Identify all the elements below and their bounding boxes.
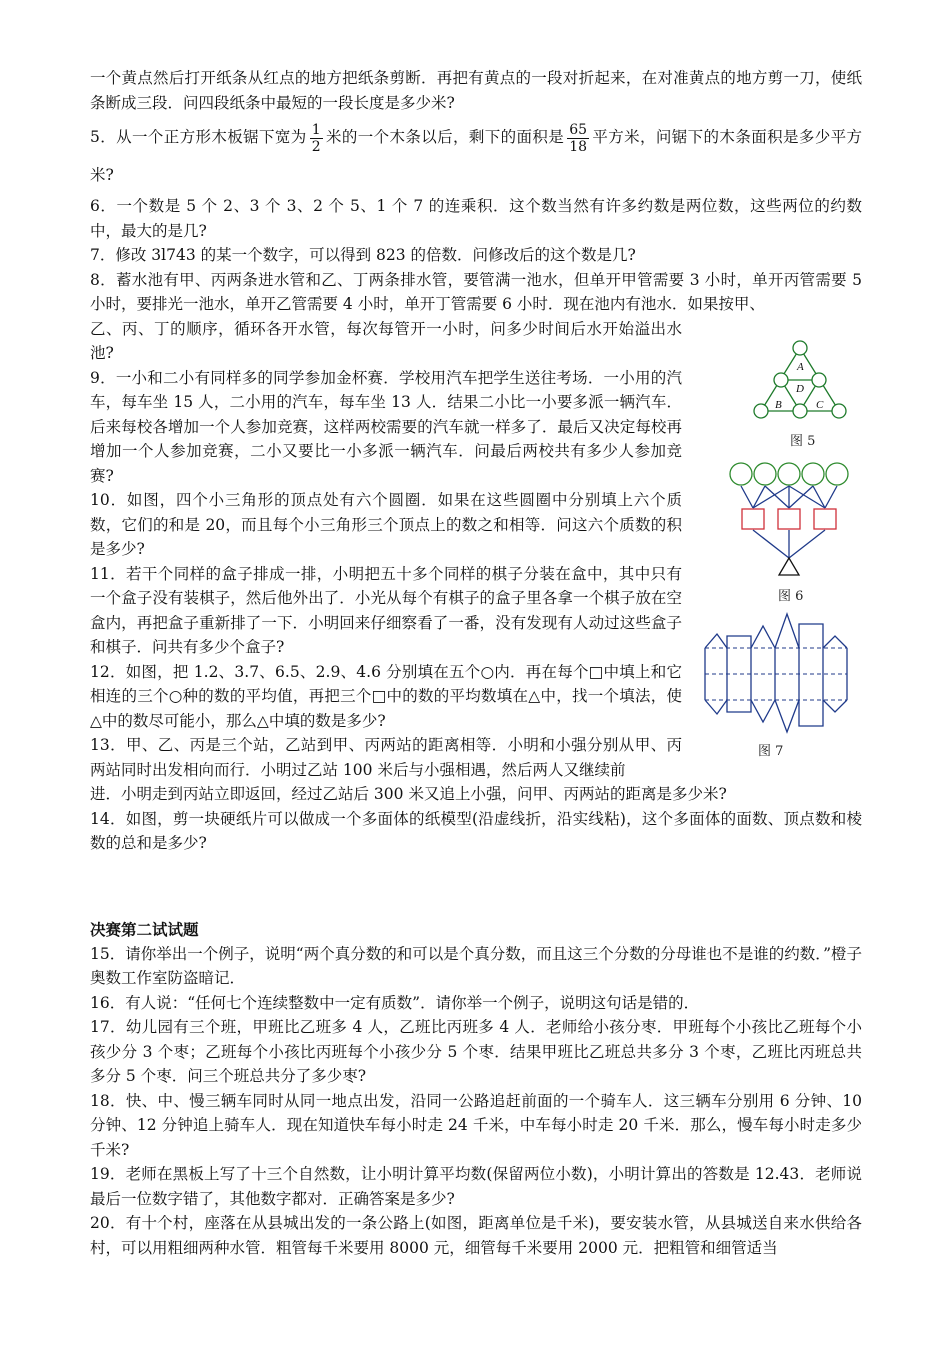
problem-5-text-a: 5．从一个正方形木板锯下宽为 (90, 128, 307, 146)
problem-16: 16．有人说：“任何七个连续整数中一定有质数”．请你举一个例子，说明这句话是错的． (90, 993, 700, 1012)
circle-node (774, 373, 788, 387)
problem-9: 9．一小和二小有同样多的同学参加金杯赛．学校用汽车把学生送往考场．一小用的汽车，每车坐 15 人，二小用的汽车，每车坐 13 人．结果二小比一小要多派一辆汽车．后来每校各增加一个人参加竞赛，这样两校需要的汽车就一样多了．最后又决定每校再增加一个人参加竞赛，二小又要比一小多派一辆汽车．问最后两校共有多少人参加竞赛? (90, 368, 682, 485)
square-node (742, 509, 764, 529)
fraction-numerator: 1 (311, 121, 321, 138)
label-c: C (816, 399, 824, 411)
problem-17: 17．幼儿园有三个班，甲班比乙班多 4 人，乙班比丙班多 4 人．老师给小孩分枣．甲班每个小孩比乙班每个小孩少分 3 个枣；乙班每个小孩比丙班每个小孩少分 5 个枣．结果甲班比乙班总共多分 3 个枣，乙班比丙班总共多分 5 个枣．问三个班总共分了多少枣? (90, 1018, 862, 1085)
problem-13a: 13．甲、乙、丙是三个站，乙站到甲、丙两站的距离相等．小明和小强分别从甲、丙两站同时出发相向而行．小明过乙站 100 米后与小强相遇，然后两人又继续前 (90, 736, 682, 779)
figure-6 (727, 458, 867, 580)
problem-8b: 乙、丙、丁的顺序，循环各开水管，每次每管开一小时，问多少时间后水开始溢出水池? (90, 319, 682, 362)
figure-7-diagram (703, 608, 853, 734)
problem-19: 19．老师在黑板上写了十三个自然数，让小明计算平均数(保留两位小数)，小明计算出的答数是 12.43．老师说最后一位数字错了，其他数字都对．正确答案是多少? (90, 1165, 862, 1208)
circle-node (730, 463, 752, 485)
label-d: D (796, 383, 804, 395)
problem-5-text-b: 米的一个木条以后，剩下的面积是 (325, 128, 565, 146)
problem-18: 18．快、中、慢三辆车同时从同一地点出发，沿同一公路追赶前面的一个骑车人．这三辆车分别用 6 分钟、10 分钟、12 分钟追上骑车人．现在知道快车每小时走 24 千米，中车每小时走 20 千米．那么，慢车每小时走多少千米? (90, 1091, 862, 1159)
circle-node (793, 341, 807, 355)
circle-node (793, 404, 807, 418)
problem-12: 12．如图，把 1.2、3.7、6.5、2.9、4.6 分别填在五个○内．再在每个□中填上和它相连的三个○种的数的平均值，再把三个□中的数的平均数填在△中，找一个填法，使△中的数尽可能小，那么△中填的数是多少? (90, 662, 682, 730)
problem-13b: 进．小明走到丙站立即返回，经过乙站后 300 米又追上小强，问甲、丙两站的距离是多少米? (90, 785, 727, 803)
fraction-denominator: 18 (569, 138, 588, 155)
square-node (814, 509, 836, 529)
circle-node (754, 404, 768, 418)
problem-7: 7．修改 3l743 的某一个数字，可以得到 823 的倍数．问修改后的这个数是几? (90, 246, 636, 264)
fraction-65-18 (567, 122, 589, 155)
problem-8a: 8．蓄水池有甲、丙两条进水管和乙、丁两条排水管，要管满一池水，但单开甲管需要 3 小时，单开丙管需要 5 小时，要排光一池水，单开乙管需要 4 小时，单开丁管需要 6 小时．现在池内有池水．如果按甲、 (90, 270, 862, 313)
square-node (778, 509, 800, 529)
circle-node (754, 463, 776, 485)
circle-node (802, 463, 824, 485)
figure-6-caption: 图 6 (778, 589, 804, 604)
circle-node (812, 373, 826, 387)
figure-5-caption: 图 5 (790, 434, 816, 449)
circle-node (832, 404, 846, 418)
problem-4-continued: 一个黄点然后打开纸条从红点的地方把纸条剪断．再把有黄点的一段对折起来，在对准黄点的地方剪一刀，使纸条断成三段．问四段纸条中最短的一段长度是多少米? (90, 69, 862, 112)
problem-5 (90, 118, 862, 194)
problem-11: 11．若干个同样的盒子排成一排，小明把五十多个同样的棋子分装在盒中，其中只有一个盒子没有装棋子，然后他外出了．小光从每个有棋子的盒子里各拿一个棋子放在空盒内，再把盒子重新排了一下．小明回来仔细察看了一番，没有发现有人动过这些盒子和棋子．问共有多少个盒子? (90, 564, 682, 656)
figure-5-diagram (748, 336, 848, 426)
problem-14: 14．如图，剪一块硬纸片可以做成一个多面体的纸模型(沿虚线折，沿实线粘)，这个多面体的面数、顶点数和棱数的总和是多少? (90, 809, 862, 852)
section-title: 决赛第二试试题 (90, 919, 199, 939)
problem-10: 10．如图，四个小三角形的顶点处有六个圆圈．如果在这些圆圈中分别填上六个质数，它们的和是 20，而且每个小三角形三个顶点上的数之和相等．问这六个质数的积是多少? (90, 491, 682, 558)
problem-6: 6．一个数是 5 个 2、3 个 3、2 个 5、1 个 7 的连乘积．这个数当然有许多约数是两位数，这些两位的约数中，最大的是几? (90, 197, 862, 240)
circle-node (778, 463, 800, 485)
triangle-node (779, 558, 799, 575)
circle-node (826, 463, 848, 485)
problem-5-text-c: 平方米，问锯下的木条面积是多少平方米? (90, 128, 862, 184)
problem-15: 15．请你举出一个例子，说明“两个真分数的和可以是个真分数，而且这三个分数的分母谁也不是谁的约数．”橙子奥数工作室防盗暗记． (90, 944, 862, 987)
problem-20: 20．有十个村，座落在从县城出发的一条公路上(如图，距离单位是千米)，要安装水管，从县城送自来水供给各村，可以用粗细两种水管．粗管每千米要用 8000 元，细管每千米要用 2000 元．把粗管和细管适当 (90, 1214, 862, 1257)
fraction-one-half (310, 122, 323, 155)
fraction-numerator: 65 (569, 121, 588, 138)
fraction-denominator: 2 (311, 138, 321, 155)
figure-7 (703, 608, 853, 734)
label-b: B (775, 399, 782, 411)
figure-6-diagram (727, 458, 867, 580)
label-a: A (797, 361, 804, 373)
figure-5 (748, 336, 848, 426)
figure-7-caption: 图 7 (758, 744, 784, 759)
